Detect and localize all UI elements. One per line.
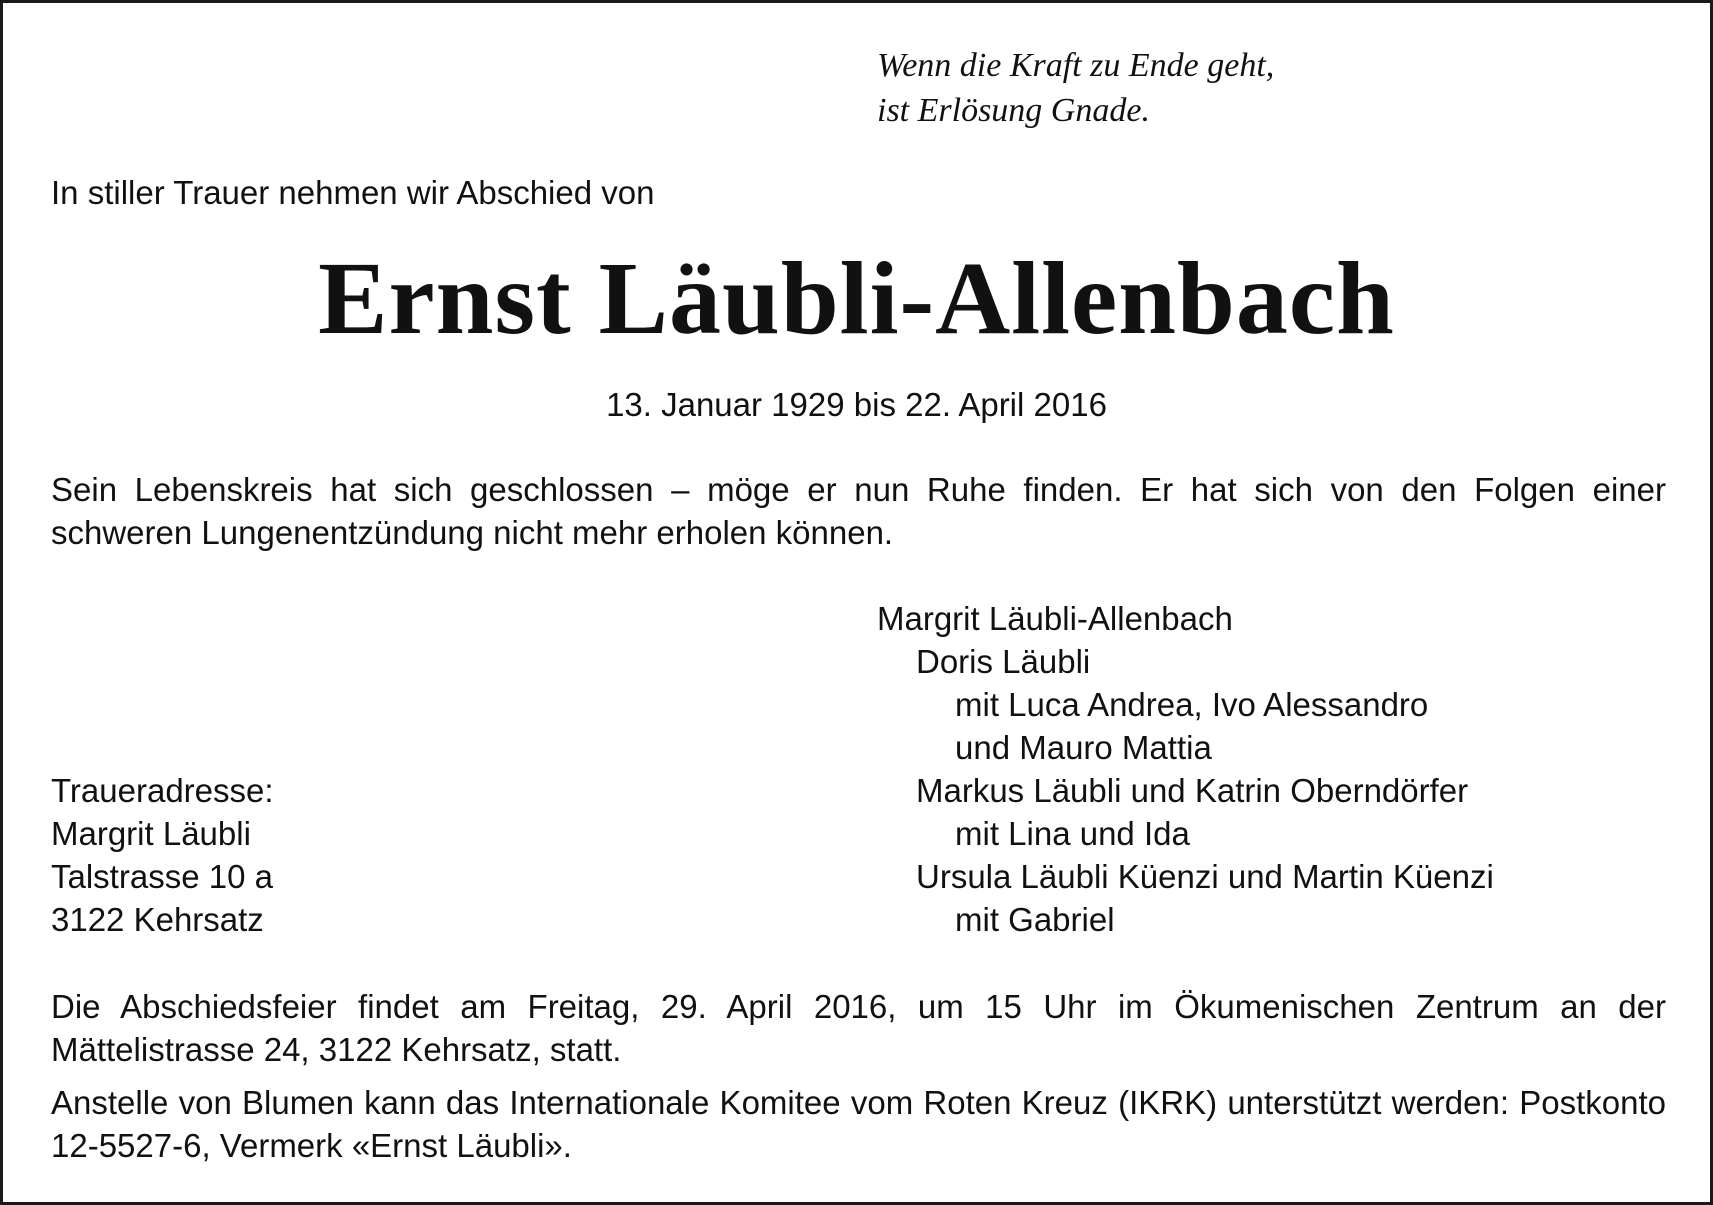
- mourner-line: und Mauro Mattia: [955, 729, 1212, 766]
- motto-line-1: Wenn die Kraft zu Ende geht,: [877, 47, 1275, 84]
- mourner-line: Markus Läubli und Katrin Oberndörfer: [916, 772, 1469, 809]
- message-paragraph: Sein Lebenskreis hat sich geschlossen – möge er nun Ruhe finden. Er hat sich von den Folgen einer schweren Lungenentzündung nicht mehr erholen können.: [51, 471, 1666, 551]
- address-city: 3122 Kehrsatz: [51, 901, 264, 938]
- mourners-list: [877, 597, 1494, 941]
- mourner-line: Ursula Läubli Küenzi und Martin Küenzi: [916, 858, 1494, 895]
- mourner-line: mit Lina und Ida: [955, 815, 1190, 852]
- address-label: Traueradresse:: [51, 772, 274, 809]
- donation-paragraph: Anstelle von Blumen kann das Internationale Komitee vom Roten Kreuz (IKRK) unterstützt werden: Postkonto 12-5527-6, Vermerk «Ernst Läubli».: [51, 1084, 1666, 1164]
- motto-quote: [877, 43, 1274, 133]
- ceremony-paragraph: Die Abschiedsfeier findet am Freitag, 29. April 2016, um 15 Uhr im Ökumenischen Zentrum an der Mättelistrasse 24, 3122 Kehrsatz, statt.: [51, 988, 1666, 1068]
- address-name: Margrit Läubli: [51, 815, 251, 852]
- mourner-line: Doris Läubli: [916, 643, 1091, 680]
- motto-line-2: ist Erlösung Gnade.: [877, 92, 1150, 129]
- address-street: Talstrasse 10 a: [51, 858, 273, 895]
- life-dates: 13. Januar 1929 bis 22. April 2016: [606, 386, 1107, 423]
- intro-text: In stiller Trauer nehmen wir Abschied von: [51, 174, 655, 211]
- mourner-line: mit Gabriel: [955, 901, 1115, 938]
- mourning-address: [51, 769, 274, 941]
- mourner-line: mit Luca Andrea, Ivo Alessandro: [955, 686, 1429, 723]
- deceased-name: Ernst Läubli-Allenbach: [318, 241, 1395, 356]
- mourner-line: Margrit Läubli-Allenbach: [877, 600, 1233, 637]
